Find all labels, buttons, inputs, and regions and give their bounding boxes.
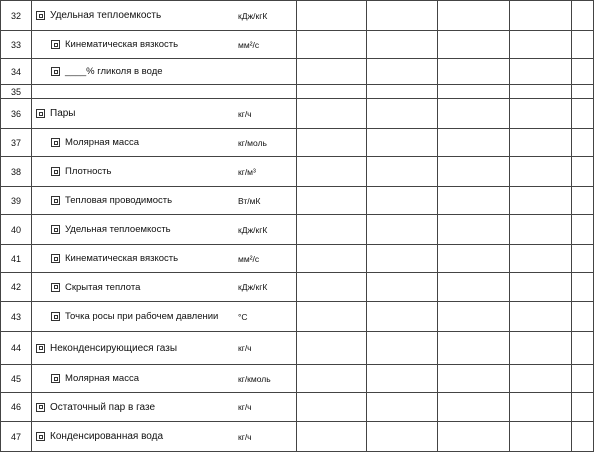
table-row bbox=[1, 393, 594, 422]
row-number: 40 bbox=[1, 215, 32, 245]
row-number: 34 bbox=[1, 59, 32, 85]
value-cell[interactable] bbox=[510, 157, 572, 187]
parameter-unit: °С bbox=[238, 311, 248, 322]
table-row bbox=[1, 129, 594, 157]
checkbox-icon[interactable] bbox=[36, 403, 45, 412]
checkbox-icon[interactable] bbox=[51, 254, 60, 263]
parameter-cell bbox=[32, 59, 297, 85]
parameter-label: ____% гликоля в воде bbox=[65, 66, 163, 77]
table-row bbox=[1, 31, 594, 59]
parameter-unit: кг/ч bbox=[238, 108, 252, 119]
parameter-cell bbox=[32, 1, 297, 31]
row-number: 33 bbox=[1, 31, 32, 59]
parameter-cell bbox=[32, 332, 297, 365]
value-cell[interactable] bbox=[572, 31, 594, 59]
value-cell[interactable] bbox=[572, 1, 594, 31]
parameter-label: Неконденсирующиеся газы bbox=[50, 342, 178, 354]
value-cell[interactable] bbox=[572, 157, 594, 187]
parameter-label: Тепловая проводимость bbox=[65, 195, 173, 206]
value-cell[interactable] bbox=[438, 31, 510, 59]
parameter-cell bbox=[32, 187, 297, 215]
value-cell[interactable] bbox=[510, 215, 572, 245]
parameter-cell bbox=[32, 365, 297, 393]
row-number: 47 bbox=[1, 422, 32, 452]
value-cell[interactable] bbox=[297, 59, 367, 85]
parameter-cell bbox=[32, 157, 297, 187]
parameter-unit: кДж/кгК bbox=[238, 10, 268, 21]
parameter-cell bbox=[32, 273, 297, 302]
parameter-unit: мм²/с bbox=[238, 39, 260, 50]
checkbox-icon[interactable] bbox=[36, 11, 45, 20]
parameter bbox=[32, 195, 296, 206]
table-row bbox=[1, 1, 594, 31]
parameter-label: Скрытая теплота bbox=[65, 281, 141, 293]
parameter bbox=[32, 66, 296, 77]
value-cell[interactable] bbox=[297, 393, 367, 422]
value-cell[interactable] bbox=[510, 273, 572, 302]
value-cell[interactable] bbox=[367, 59, 438, 85]
row-number: 44 bbox=[1, 332, 32, 365]
parameter-label: Удельная теплоемкость bbox=[65, 224, 171, 235]
parameter-unit: кг/ч bbox=[238, 402, 252, 412]
checkbox-icon[interactable] bbox=[51, 167, 60, 176]
parameter-cell bbox=[32, 129, 297, 157]
checkbox-icon[interactable] bbox=[51, 225, 60, 234]
value-cell[interactable] bbox=[572, 99, 594, 129]
parameter-label: Точка росы при рабочем давлении bbox=[65, 311, 219, 322]
table-row bbox=[1, 59, 594, 85]
parameter-unit: кг/м³ bbox=[238, 166, 256, 177]
row-number: 32 bbox=[1, 1, 32, 31]
checkbox-icon[interactable] bbox=[51, 138, 60, 147]
value-cell[interactable] bbox=[572, 393, 594, 422]
value-cell[interactable] bbox=[510, 1, 572, 31]
value-cell[interactable] bbox=[297, 187, 367, 215]
row-number: 45 bbox=[1, 365, 32, 393]
parameter-cell bbox=[32, 245, 297, 273]
value-cell[interactable] bbox=[510, 302, 572, 332]
parameter-cell bbox=[32, 302, 297, 332]
parameter-label: Кинематическая вязкость bbox=[65, 253, 179, 264]
table-row bbox=[1, 273, 594, 302]
value-cell[interactable] bbox=[438, 302, 510, 332]
value-cell[interactable] bbox=[438, 59, 510, 85]
parameter bbox=[32, 402, 296, 413]
parameter-unit: кДж/кгК bbox=[238, 282, 268, 292]
row-number: 46 bbox=[1, 393, 32, 422]
value-cell[interactable] bbox=[367, 1, 438, 31]
value-cell[interactable] bbox=[510, 85, 572, 99]
checkbox-icon[interactable] bbox=[51, 374, 60, 383]
row-number: 41 bbox=[1, 245, 32, 273]
value-cell[interactable] bbox=[510, 245, 572, 273]
row-number: 36 bbox=[1, 99, 32, 129]
value-cell[interactable] bbox=[438, 1, 510, 31]
table-row bbox=[1, 187, 594, 215]
parameter-label: Кинематическая вязкость bbox=[65, 39, 179, 50]
checkbox-icon[interactable] bbox=[51, 196, 60, 205]
value-cell[interactable] bbox=[438, 365, 510, 393]
value-cell[interactable] bbox=[367, 187, 438, 215]
parameter bbox=[32, 108, 296, 119]
table-row bbox=[1, 365, 594, 393]
value-cell[interactable] bbox=[297, 422, 367, 452]
value-cell[interactable] bbox=[297, 273, 367, 302]
value-cell[interactable] bbox=[367, 332, 438, 365]
parameter bbox=[32, 137, 296, 148]
value-cell[interactable] bbox=[438, 215, 510, 245]
parameter-unit: кДж/кгК bbox=[238, 224, 268, 235]
parameter bbox=[32, 311, 296, 322]
value-cell[interactable] bbox=[367, 215, 438, 245]
value-cell[interactable] bbox=[438, 393, 510, 422]
parameter bbox=[32, 166, 296, 177]
parameter-unit: кг/моль bbox=[238, 137, 267, 148]
value-cell[interactable] bbox=[572, 302, 594, 332]
parameter-label: Молярная масса bbox=[65, 373, 139, 384]
parameter-unit: кг/ч bbox=[238, 343, 252, 353]
parameter bbox=[32, 253, 296, 264]
value-cell[interactable] bbox=[438, 273, 510, 302]
parameter-cell bbox=[32, 422, 297, 452]
value-cell[interactable] bbox=[367, 129, 438, 157]
value-cell[interactable] bbox=[510, 59, 572, 85]
row-number: 35 bbox=[1, 85, 32, 99]
value-cell[interactable] bbox=[572, 273, 594, 302]
value-cell[interactable] bbox=[572, 365, 594, 393]
row-number: 43 bbox=[1, 302, 32, 332]
value-cell[interactable] bbox=[572, 129, 594, 157]
parameter-cell bbox=[32, 393, 297, 422]
checkbox-icon[interactable] bbox=[36, 432, 45, 441]
value-cell[interactable] bbox=[297, 365, 367, 393]
parameter-label: Молярная масса bbox=[65, 137, 139, 148]
parameter-unit: мм²/с bbox=[238, 253, 260, 264]
parameter bbox=[32, 343, 296, 354]
value-cell[interactable] bbox=[297, 85, 367, 99]
value-cell[interactable] bbox=[297, 31, 367, 59]
value-cell[interactable] bbox=[367, 393, 438, 422]
value-cell[interactable] bbox=[438, 99, 510, 129]
value-cell[interactable] bbox=[367, 99, 438, 129]
parameter-label: Пары bbox=[50, 108, 76, 119]
value-cell[interactable] bbox=[510, 393, 572, 422]
parameter-cell bbox=[32, 31, 297, 59]
parameter bbox=[32, 39, 296, 50]
value-cell[interactable] bbox=[297, 215, 367, 245]
value-cell[interactable] bbox=[297, 302, 367, 332]
table-row bbox=[1, 99, 594, 129]
table-row bbox=[1, 302, 594, 332]
value-cell[interactable] bbox=[367, 365, 438, 393]
value-cell[interactable] bbox=[297, 1, 367, 31]
value-cell[interactable] bbox=[297, 245, 367, 273]
parameter bbox=[32, 224, 296, 235]
value-cell[interactable] bbox=[572, 215, 594, 245]
table-row bbox=[1, 157, 594, 187]
value-cell[interactable] bbox=[438, 85, 510, 99]
value-cell[interactable] bbox=[510, 129, 572, 157]
value-cell[interactable] bbox=[438, 332, 510, 365]
parameter-label: Конденсированная вода bbox=[50, 431, 164, 442]
value-cell[interactable] bbox=[367, 31, 438, 59]
value-cell[interactable] bbox=[510, 31, 572, 59]
value-cell[interactable] bbox=[297, 332, 367, 365]
value-cell[interactable] bbox=[297, 99, 367, 129]
table-row bbox=[1, 245, 594, 273]
checkbox-icon[interactable] bbox=[51, 67, 60, 76]
value-cell[interactable] bbox=[438, 129, 510, 157]
value-cell[interactable] bbox=[438, 157, 510, 187]
checkbox-icon[interactable] bbox=[36, 109, 45, 118]
parameter-cell bbox=[32, 99, 297, 129]
value-cell[interactable] bbox=[297, 129, 367, 157]
value-cell[interactable] bbox=[510, 332, 572, 365]
value-cell[interactable] bbox=[572, 59, 594, 85]
value-cell[interactable] bbox=[438, 422, 510, 452]
parameter-unit: кг/ч bbox=[238, 431, 252, 442]
value-cell[interactable] bbox=[367, 422, 438, 452]
checkbox-icon[interactable] bbox=[36, 344, 45, 353]
parameter-label: Удельная теплоемкость bbox=[50, 10, 162, 21]
value-cell[interactable] bbox=[367, 245, 438, 273]
table-row bbox=[1, 422, 594, 452]
checkbox-icon[interactable] bbox=[51, 40, 60, 49]
parameter-cell bbox=[32, 85, 297, 99]
value-cell[interactable] bbox=[572, 422, 594, 452]
table-row bbox=[1, 85, 594, 99]
row-number: 37 bbox=[1, 129, 32, 157]
table-row bbox=[1, 332, 594, 365]
value-cell[interactable] bbox=[572, 187, 594, 215]
value-cell[interactable] bbox=[367, 273, 438, 302]
value-cell[interactable] bbox=[367, 302, 438, 332]
row-number: 42 bbox=[1, 273, 32, 302]
value-cell[interactable] bbox=[572, 85, 594, 99]
parameter bbox=[32, 10, 296, 21]
row-number: 39 bbox=[1, 187, 32, 215]
value-cell[interactable] bbox=[367, 85, 438, 99]
parameter-cell bbox=[32, 215, 297, 245]
value-cell[interactable] bbox=[572, 332, 594, 365]
table-row bbox=[1, 215, 594, 245]
parameter bbox=[32, 282, 296, 293]
parameter bbox=[32, 373, 296, 384]
value-cell[interactable] bbox=[510, 365, 572, 393]
parameter-label: Остаточный пар в газе bbox=[50, 401, 155, 413]
parameter-unit: кг/кмоль bbox=[238, 373, 271, 384]
parameter-unit: Вт/мК bbox=[238, 195, 261, 206]
table-body bbox=[1, 1, 594, 452]
value-cell[interactable] bbox=[438, 187, 510, 215]
value-cell[interactable] bbox=[510, 187, 572, 215]
value-cell[interactable] bbox=[297, 157, 367, 187]
parameter-label: Плотность bbox=[65, 166, 112, 177]
value-cell[interactable] bbox=[572, 245, 594, 273]
value-cell[interactable] bbox=[510, 422, 572, 452]
value-cell[interactable] bbox=[510, 99, 572, 129]
value-cell[interactable] bbox=[367, 157, 438, 187]
checkbox-icon[interactable] bbox=[51, 283, 60, 292]
checkbox-icon[interactable] bbox=[51, 312, 60, 321]
value-cell[interactable] bbox=[438, 245, 510, 273]
row-number: 38 bbox=[1, 157, 32, 187]
parameter bbox=[32, 431, 296, 442]
